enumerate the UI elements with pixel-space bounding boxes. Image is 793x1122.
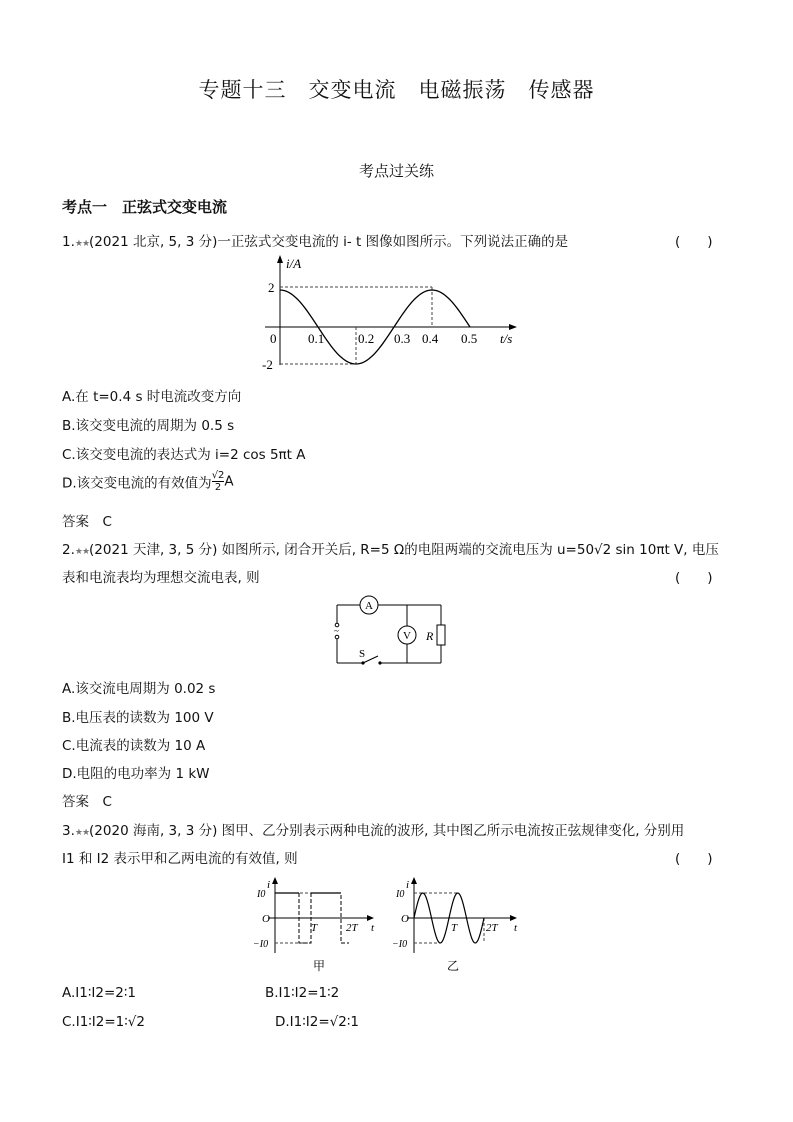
q1-text: (2021 北京, 5, 3 分)一正弦式交变电流的 i- t 图像如图所示。下列说法正确的是 <box>89 234 569 250</box>
q1-number: 1. <box>62 234 75 250</box>
label-neg-I0: −I0 <box>253 939 269 950</box>
q1-option-c[interactable]: C.该交变电流的表达式为 i=2 cos 5πt A <box>62 447 306 463</box>
q2-answer-blank: ( ) <box>675 570 713 586</box>
x-tick-0.1: 0.1 <box>308 331 325 346</box>
x-tick-0: 0 <box>270 331 277 346</box>
q1-answer: 答案 C <box>62 514 112 530</box>
q3-text-line1: (2020 海南, 3, 3 分) 图甲、乙分别表示两种电流的波形, 其中图乙所示电流按正弦规律变化, 分别用 <box>89 823 685 839</box>
q3-stem-line1 <box>62 819 684 839</box>
label-2T: 2T <box>346 922 358 934</box>
label-I0: I0 <box>396 889 405 900</box>
label-neg-I0: −I0 <box>392 939 408 950</box>
q3-number: 3. <box>62 823 75 839</box>
q2-circuit-diagram <box>325 595 450 670</box>
label-origin: O <box>262 913 270 925</box>
label-t: t <box>371 922 375 934</box>
q2-option-d[interactable]: D.电阻的电功率为 1 kW <box>62 766 210 782</box>
difficulty-stars-icon: ★★ <box>74 547 90 557</box>
label-origin: O <box>401 913 409 925</box>
q1-option-a[interactable]: A.在 t=0.4 s 时电流改变方向 <box>62 389 242 405</box>
fraction <box>212 470 225 493</box>
ac-source-symbol: ~ <box>334 626 339 636</box>
switch-contact-icon <box>378 661 381 664</box>
resistor-icon <box>437 625 445 645</box>
switch-label: S <box>359 648 366 660</box>
q2-text-line1: (2021 天津, 3, 5 分) 如图所示, 闭合开关后, R=5 Ω的电阻两端的交流电压为 u=50√2 sin 10πt V, 电压 <box>89 542 719 558</box>
page-subtitle: 考点过关练 <box>358 162 434 180</box>
section-heading: 考点一 正弦式交变电流 <box>62 198 228 216</box>
difficulty-stars-icon: ★★ <box>74 828 90 838</box>
axis-label-i: i <box>406 879 410 891</box>
y-tick-neg2: -2 <box>262 357 273 372</box>
x-axis-label: t/s <box>500 331 513 346</box>
q2-answer: 答案 C <box>62 794 112 810</box>
fraction-denominator: 2 <box>214 482 222 493</box>
q2-stem-line1 <box>62 538 719 558</box>
label-T: T <box>451 922 458 934</box>
y-axis-arrow-icon <box>411 877 417 884</box>
y-axis-arrow-icon <box>277 255 283 263</box>
label-T: T <box>311 922 318 934</box>
q3-stem-line2: I1 和 I2 表示甲和乙两电流的有效值, 则 <box>62 851 298 867</box>
resistor-label: R <box>426 629 434 643</box>
label-2T: 2T <box>486 922 498 934</box>
difficulty-stars-icon: ★★ <box>74 239 90 249</box>
x-tick-0.4: 0.4 <box>422 331 439 346</box>
q2-option-b[interactable]: B.电压表的读数为 100 V <box>62 710 214 726</box>
x-axis-arrow-icon <box>367 915 374 921</box>
ammeter-label: A <box>365 600 373 612</box>
q3-figure-yi <box>392 875 527 975</box>
x-axis-arrow-icon <box>509 324 517 330</box>
q2-stem-line2: 表和电流表均为理想交流电表, 则 <box>62 570 260 586</box>
x-axis-arrow-icon <box>510 915 517 921</box>
q2-option-c[interactable]: C.电流表的读数为 10 A <box>62 738 206 754</box>
q3-option-d[interactable]: D.I1∶I2=√2∶1 <box>275 1014 359 1030</box>
label-t: t <box>514 922 518 934</box>
q2-number: 2. <box>62 542 75 558</box>
q1-answer-blank: ( ) <box>675 234 713 250</box>
q3-option-a[interactable]: A.I1∶I2=2∶1 <box>62 985 136 1001</box>
q1-option-d[interactable] <box>62 470 234 498</box>
q1-graph <box>250 250 530 375</box>
y-axis-label: i/A <box>286 256 302 271</box>
voltmeter-label: V <box>403 630 411 642</box>
y-axis-arrow-icon <box>272 877 278 884</box>
fraction-numerator: √2 <box>211 470 225 481</box>
q1-stem <box>62 230 568 250</box>
label-I0: I0 <box>257 889 266 900</box>
q3-figure-jia <box>253 875 383 975</box>
q2-option-a[interactable]: A.该交流电周期为 0.02 s <box>62 681 216 697</box>
q1-option-b[interactable]: B.该交变电流的周期为 0.5 s <box>62 418 235 434</box>
caption-jia: 甲 <box>313 959 326 973</box>
x-tick-0.5: 0.5 <box>461 331 478 346</box>
page-title: 专题十三 交变电流 电磁振荡 传感器 <box>198 78 595 102</box>
q3-option-c[interactable]: C.I1∶I2=1∶√2 <box>62 1014 145 1030</box>
q1-option-d-unit: A <box>224 473 234 490</box>
q3-answer-blank: ( ) <box>675 851 713 867</box>
q3-option-b[interactable]: B.I1∶I2=1∶2 <box>265 985 340 1001</box>
x-tick-0.2: 0.2 <box>358 331 375 346</box>
q1-option-d-text: D.该交变电流的有效值为 <box>62 475 212 492</box>
caption-yi: 乙 <box>447 959 460 973</box>
x-tick-0.3: 0.3 <box>394 331 411 346</box>
axis-label-i: i <box>267 879 271 891</box>
y-tick-2: 2 <box>268 280 275 295</box>
switch-blade-icon <box>363 656 378 663</box>
